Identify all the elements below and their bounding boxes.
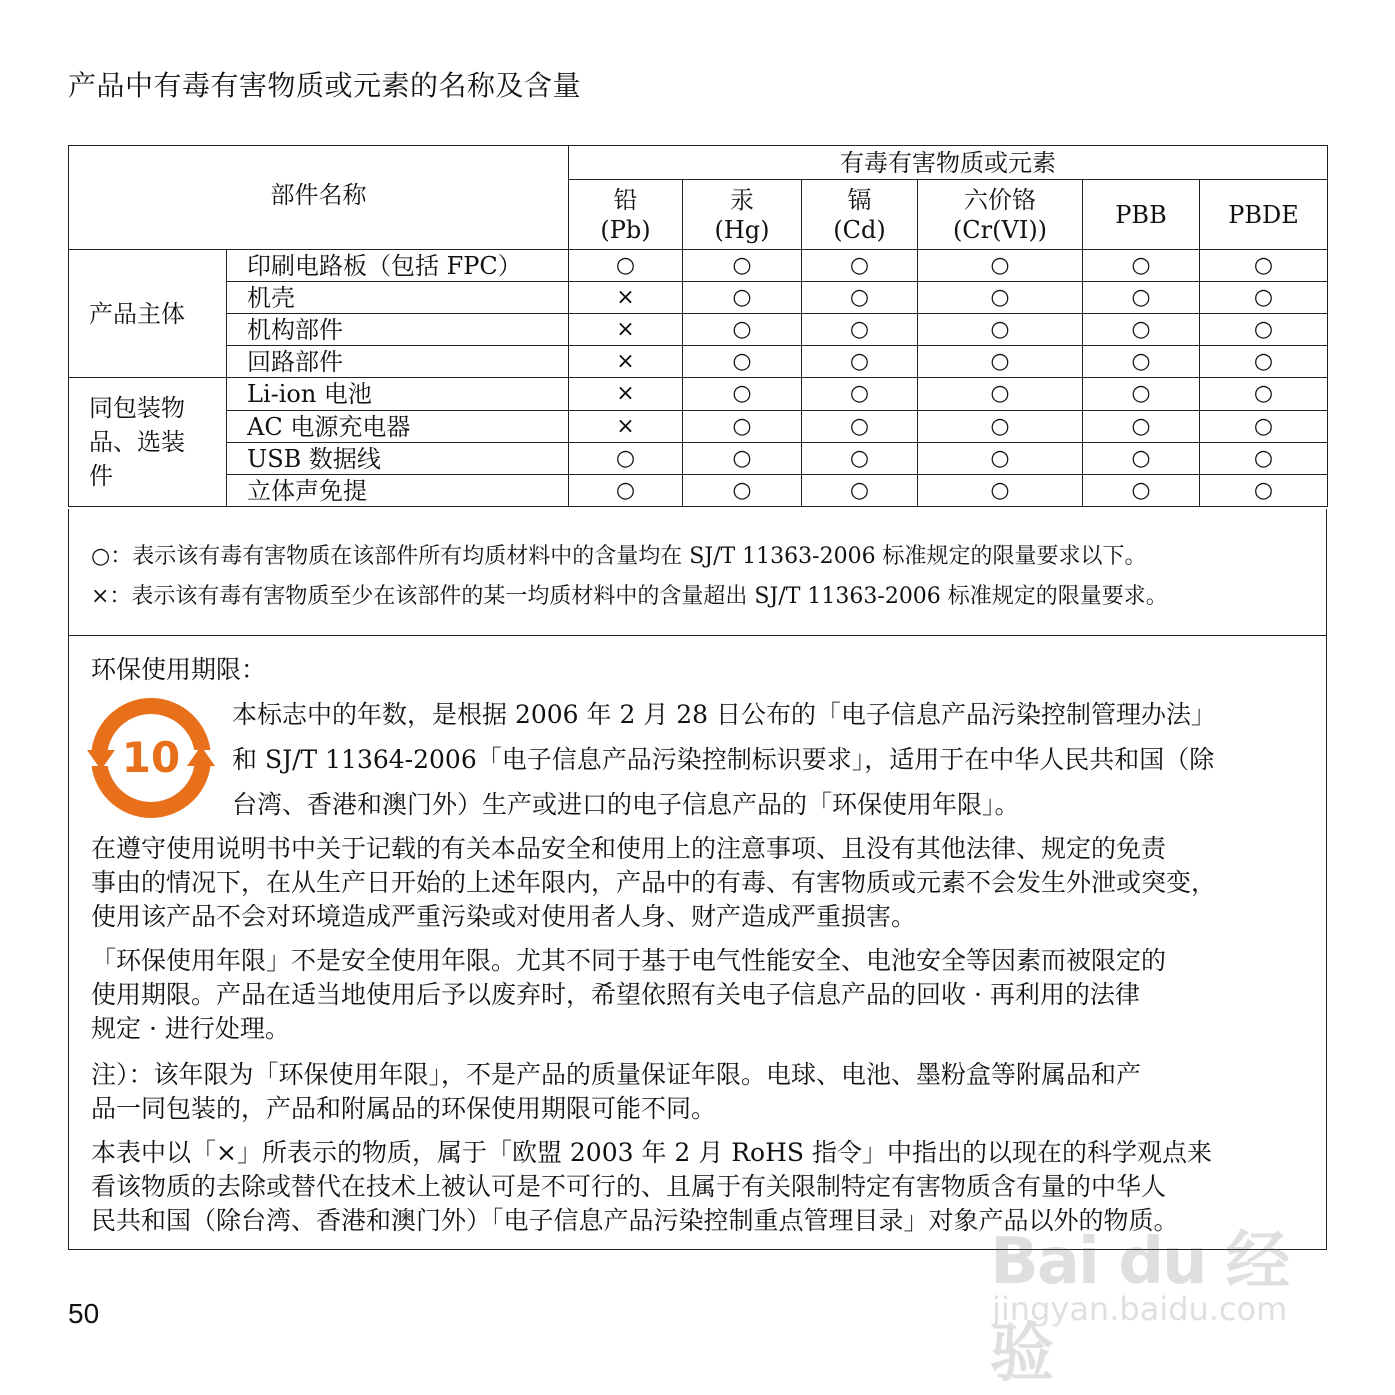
part-name: USB 数据线 [227,443,569,475]
substance-mark: ○ [683,314,802,346]
substance-mark: × [569,282,683,314]
group-label [69,250,227,378]
paragraph-line: 「环保使用年限」不是安全使用年限。尤其不同于基于电气性能安全、电池安全等因素而被限定的 [91,946,1167,975]
env-heading: 环保使用期限： [91,655,267,684]
table-row [69,475,1328,507]
substance-mark: ○ [683,475,802,507]
group-label-line: 产品主体 [89,299,185,328]
substance-mark: ○ [1200,282,1328,314]
part-name-header [69,146,569,250]
substance-mark: ○ [1200,314,1328,346]
group-label-line: 品、选装 [89,428,185,456]
watermark-logo-text: Bai du 经验 [990,1225,1288,1391]
substance-mark: ○ [918,314,1083,346]
substance-mark: ○ [918,411,1083,443]
substance-header [1200,180,1328,250]
substance-mark: ○ [683,443,802,475]
page-title: 产品中有毒有害物质或元素的名称及含量 [68,69,582,102]
part-name-header-label: 部件名称 [270,181,367,209]
substance-mark: ○ [802,411,918,443]
paragraph-line: 使用期限。产品在适当地使用后予以废弃时，希望依照有关电子信息产品的回收 · 再利用的法律 [91,980,1140,1009]
substance-mark: ○ [683,378,802,411]
substance-mark: ○ [683,250,802,282]
substance-mark: ○ [1083,378,1200,411]
substance-symbol: (Cr(VI)) [952,215,1048,244]
note-circle: ○：表示该有毒有害物质在该部件所有均质材料中的含量均在 SJ/T 11363-2006 标准规定的限量要求以下。 [91,544,1147,569]
table-row [69,378,1328,411]
substance-mark: ○ [802,250,918,282]
substance-group-header: 有毒有害物质或元素 [569,146,1328,180]
part-name: 机构部件 [227,314,569,346]
paragraph-2 [91,944,1306,1046]
substance-mark: ○ [802,443,918,475]
part-name: 回路部件 [227,346,569,378]
logo-number: 10 [121,733,181,782]
substance-mark: ○ [1083,250,1200,282]
substance-mark: ○ [918,475,1083,507]
group-label-line: 件 [89,462,113,490]
hazardous-substance-table [68,145,1328,507]
paragraph-line: 事由的情况下，在从生产日开始的上述年限内，产品中的有毒、有害物质或元素不会发生外泄或突变， [91,868,1217,897]
substance-mark: ○ [802,346,918,378]
substance-mark: ○ [569,250,683,282]
group-label [69,378,227,507]
env-period-10-logo [85,692,217,824]
intro-line: 本标志中的年数，是根据 2006 年 2 月 28 日公布的「电子信息产品污染控制管理办法」 [232,700,1217,729]
part-name: Li-ion 电池 [227,378,569,411]
paragraph-line: 看该物质的去除或替代在技术上被认可是不可行的、且属于有关限制特定有害物质含有量的中华人 [91,1172,1167,1201]
substance-mark: × [569,314,683,346]
substance-mark: ○ [918,282,1083,314]
part-name: 机壳 [227,282,569,314]
paragraph-line: 在遵守使用说明书中关于记载的有关本品安全和使用上的注意事项、且没有其他法律、规定的免责 [91,834,1167,863]
substance-header [569,180,683,250]
substance-mark: ○ [918,250,1083,282]
substance-mark: ○ [1200,443,1328,475]
part-name: 立体声免提 [227,475,569,507]
part-name: 印刷电路板（包括 FPC） [227,250,569,282]
substance-mark: × [569,346,683,378]
substance-mark: ○ [1200,411,1328,443]
substance-mark: ○ [1083,346,1200,378]
substance-name: PBB [1115,200,1167,229]
substance-name: 六价铬 [964,185,1036,214]
substance-mark: ○ [683,411,802,443]
substance-mark: ○ [918,346,1083,378]
substance-mark: ○ [802,314,918,346]
substance-mark: ○ [1083,475,1200,507]
intro-line: 台湾、香港和澳门外）生产或进口的电子信息产品的「环保使用年限」。 [232,790,1020,819]
substance-mark: ○ [569,443,683,475]
note-cross: ×：表示该有毒有害物质至少在该部件的某一均质材料中的含量超出 SJ/T 11363-2006 标准规定的限量要求。 [91,584,1168,609]
substance-mark: ○ [1200,346,1328,378]
substance-mark: ○ [802,282,918,314]
substance-mark: ○ [569,475,683,507]
paragraph-line: 本表中以「×」所表示的物质，属于「欧盟 2003 年 2 月 RoHS 指令」中指出的以现在的科学观点来 [91,1138,1212,1167]
paragraph-1 [91,832,1306,934]
paragraph-line: 民共和国（除台湾、香港和澳门外）「电子信息产品污染控制重点管理目录」对象产品以外的物质。 [91,1206,1179,1235]
env-intro [232,692,1312,827]
substance-mark: ○ [683,282,802,314]
paragraph-line: 规定 · 进行处理。 [91,1014,290,1043]
paragraph-line: 品一同包装的，产品和附属品的环保使用期限可能不同。 [91,1094,717,1123]
substance-header [1083,180,1200,250]
env-period-section [68,636,1327,1250]
substance-header [683,180,802,250]
paragraph-line: 注）：该年限为「环保使用年限」，不是产品的质量保证年限。电球、电池、墨粉盒等附属品和产 [91,1060,1142,1089]
table-row [69,282,1328,314]
page-number: 50 [68,1298,100,1329]
substance-name: PBDE [1228,200,1299,229]
substance-mark: ○ [1200,250,1328,282]
table-row [69,346,1328,378]
substance-header [918,180,1083,250]
table-row [69,443,1328,475]
table-row [69,314,1328,346]
substance-mark: ○ [1200,475,1328,507]
substance-symbol: (Cd) [833,215,886,244]
substance-mark: ○ [683,346,802,378]
substance-mark: × [569,378,683,411]
substance-mark: × [569,411,683,443]
substance-mark: ○ [802,475,918,507]
substance-name: 铅 [613,185,638,214]
paragraph-3 [91,1058,1306,1126]
substance-symbol: (Hg) [714,215,770,244]
substance-mark: ○ [1083,411,1200,443]
substance-name: 汞 [730,185,754,214]
baidu-watermark [990,1210,1310,1391]
substance-mark: ○ [1083,443,1200,475]
substance-mark: ○ [802,378,918,411]
substance-mark: ○ [1083,282,1200,314]
table-row [69,411,1328,443]
legend-notes [68,509,1327,636]
substance-name: 镉 [847,185,872,214]
watermark-url: jingyan.baidu.com [992,1290,1288,1328]
substance-mark: ○ [1200,378,1328,411]
substance-mark: ○ [1083,314,1200,346]
part-name: AC 电源充电器 [227,411,569,443]
substance-mark: ○ [918,378,1083,411]
paragraph-line: 使用该产品不会对环境造成严重污染或对使用者人身、财产造成严重损害。 [91,902,917,931]
substance-symbol: (Pb) [600,215,651,244]
group-label-line: 同包装物 [89,394,185,422]
table-row [69,250,1328,282]
substance-mark: ○ [918,443,1083,475]
intro-line: 和 SJ/T 11364-2006「电子信息产品污染控制标识要求」，适用于在中华人民共和国（除 [232,745,1215,774]
substance-header [802,180,918,250]
